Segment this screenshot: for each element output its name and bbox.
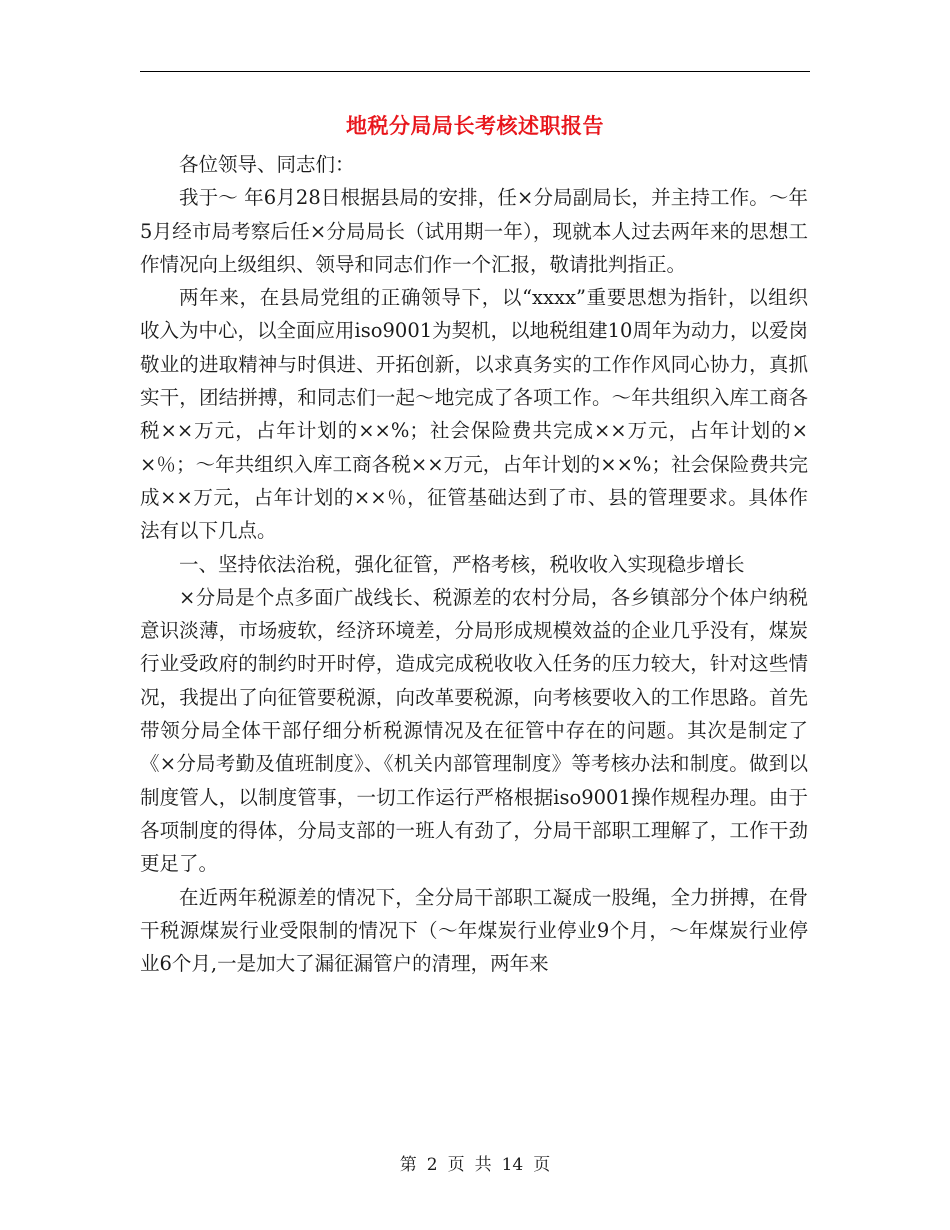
summary-paragraph: 两年来，在县局党组的正确领导下，以“xxxx”重要思想为指针，以组织收入为中心，以全面应用iso9001为契机，以地税组建10周年为动力，以爱岗敬业的进取精神与时俱进、开拓创新，以求真务实的工作作风同心协力，真抓实干，团结拼搏，和同志们一起～地完成了各项工作。～年共组织入库工商各税××万元，占年计划的××%；社会保险费共完成××万元，占年计划的××％；～年共组织入库工商各税××万元，占年计划的××%；社会保险费共完成××万元，占年计划的××％，征管基础达到了市、县的管理要求。具体作法有以下几点。 <box>140 286 808 543</box>
salutation-paragraph: 各位领导、同志们： <box>179 153 355 176</box>
header-rule <box>140 71 810 72</box>
footer-page-number: 2 <box>426 1155 438 1175</box>
footer-page-unit: 页 <box>447 1155 465 1175</box>
document-title: 地税分局局长考核述职报告 <box>346 114 604 138</box>
footer-total-label: 共 <box>474 1155 492 1175</box>
footer-page-label: 第 <box>399 1155 417 1175</box>
intro-paragraph: 我于～ 年6月28日根据县局的安排，任×分局副局长，并主持工作。～年5月经市局考察后任×分局局长（试用期一年），现就本人过去两年来的思想工作情况向上级组织、领导和同志们作一个汇报，敬请批判指正。 <box>140 186 808 276</box>
section-heading: 一、坚持依法治税，强化征管，严格考核，税收收入实现稳步增长 <box>179 552 745 576</box>
footer-total-unit: 页 <box>533 1155 551 1175</box>
footer-total-pages: 14 <box>501 1155 524 1175</box>
section-body-paragraph: ×分局是个点多面广战线长、税源差的农村分局，各乡镇部分个体户纳税意识淡薄，市场疲软，经济环境差，分局形成规模效益的企业几乎没有，煤炭行业受政府的制约时开时停，造成完成税收收入任务的压力较大，针对这些情况，我提出了向征管要税源，向改革要税源，向考核要收入的工作思路。首先带领分局全体干部仔细分析税源情况及在征管中存在的问题。其次是制定了《×分局考勤及值班制度》、《机关内部管理制度》等考核办法和制度。做到以制度管人，以制度管事，一切工作运行严格根据iso9001操作规程办理。由于各项制度的得体，分局支部的一班人有劲了，分局干部职工理解了，工作干劲更足了。 <box>140 585 808 876</box>
page-footer <box>0 1153 950 1177</box>
document-body <box>140 148 808 980</box>
section-body-paragraph-2: 在近两年税源差的情况下，全分局干部职工凝成一股绳，全力拼搏，在骨干税源煤炭行业受限制的情况下（～年煤炭行业停业9个月，～年煤炭行业停业6个月,一是加大了漏征漏管户的清理，两年来 <box>140 885 808 976</box>
